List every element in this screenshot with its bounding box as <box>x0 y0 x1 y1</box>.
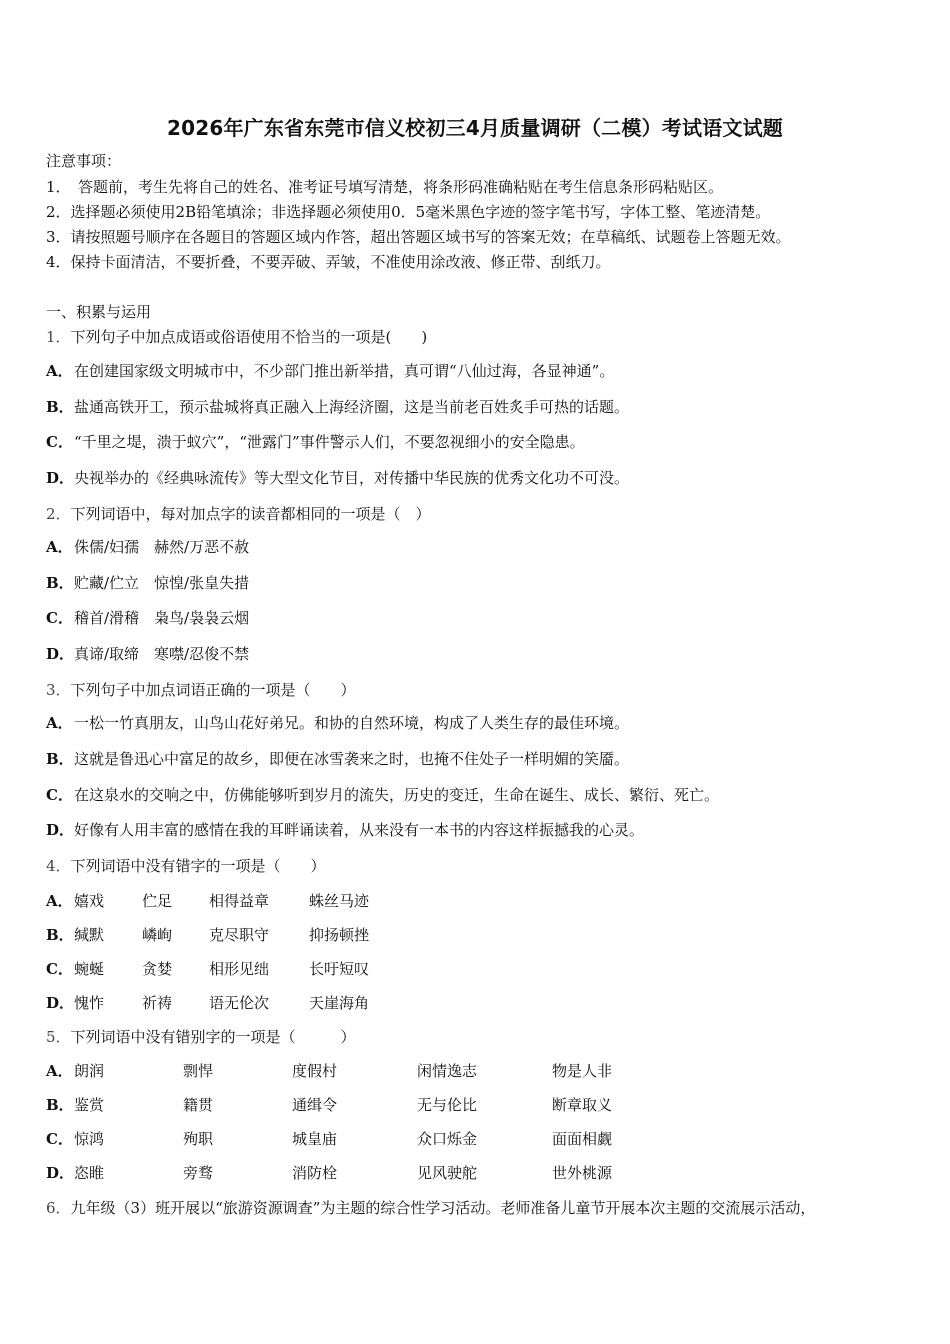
option-label: D． <box>46 821 75 839</box>
q1-option-a <box>46 361 614 381</box>
question-stem: 下列词语中没有错字的一项是（ ） <box>70 857 326 875</box>
option-text: 一松一竹真朋友，山鸟山花好弟兄。和协的自然环境，构成了人类生存的最佳环境。 <box>74 714 630 732</box>
option-word: 贪婪 <box>142 960 173 978</box>
notice-heading: 注意事项： <box>46 152 122 170</box>
question-stem: 下列句子中加点成语或俗语使用不恰当的一项是( ) <box>70 328 428 346</box>
notice-item-4: 4．保持卡面清洁，不要折叠，不要弄破、弄皱，不准使用涂改液、修正带、刮纸刀。 <box>46 253 611 271</box>
option-text: 在创建国家级文明城市中，不少部门推出新举措，真可谓“八仙过海，各显神通”。 <box>74 362 615 380</box>
option-label: D． <box>46 994 75 1012</box>
option-label: D． <box>46 469 75 487</box>
question-number: 6． <box>46 1199 71 1217</box>
option-word: 相形见绌 <box>209 960 270 978</box>
option-text: 好像有人用丰富的感情在我的耳畔诵读着，从来没有一本书的内容这样振撼我的心灵。 <box>74 821 645 839</box>
option-word: 伫足 <box>142 892 173 910</box>
option-word: 断章取义 <box>552 1096 613 1114</box>
option-word: 世外桃源 <box>552 1164 613 1182</box>
option-word: 相得益章 <box>209 892 270 910</box>
q1-option-c <box>46 432 585 452</box>
option-word: 缄默 <box>74 926 105 944</box>
question-2 <box>46 504 431 524</box>
option-word: 蛛丝马迹 <box>309 892 370 910</box>
option-label: C． <box>46 609 73 627</box>
question-6 <box>46 1198 815 1218</box>
q1-option-b <box>46 397 629 417</box>
option-label: B． <box>46 398 74 416</box>
option-word: 剽悍 <box>183 1062 214 1080</box>
question-3 <box>46 680 356 700</box>
option-word: 消防栓 <box>292 1164 338 1182</box>
option-word: 鉴赏 <box>74 1096 105 1114</box>
notice-item-3: 3．请按照题号顺序在各题目的答题区域内作答，超出答题区域书写的答案无效；在草稿纸、试题卷上答题无效。 <box>46 228 791 246</box>
option-word: 克尽职守 <box>209 926 270 944</box>
option-word: 闲情逸志 <box>417 1062 478 1080</box>
option-text: 在这泉水的交响之中，仿佛能够听到岁月的流失，历史的变迁，生命在诞生、成长、繁衍、死亡。 <box>74 786 720 804</box>
question-4 <box>46 856 326 876</box>
q2-option-c <box>46 608 249 628</box>
option-text: 侏儒/妇孺 赫然/万恶不赦 <box>74 538 250 556</box>
q3-option-a <box>46 713 629 733</box>
q3-option-b <box>46 749 629 769</box>
option-word: 面面相觑 <box>552 1130 613 1148</box>
q2-option-b <box>46 573 249 593</box>
option-label: C． <box>46 1130 73 1148</box>
option-word: 殉职 <box>183 1130 214 1148</box>
option-label: B． <box>46 750 74 768</box>
option-label: C． <box>46 433 73 451</box>
question-stem: 九年级（3）班开展以“旅游资源调查”为主题的综合性学习活动。老师准备儿童节开展本次主题的交流展示活动， <box>70 1199 816 1217</box>
option-word: 无与伦比 <box>417 1096 478 1114</box>
option-label: C． <box>46 786 73 804</box>
option-label: D． <box>46 1164 75 1182</box>
q2-option-d <box>46 644 249 664</box>
q3-option-c <box>46 785 719 805</box>
q2-option-a <box>46 537 249 557</box>
question-stem: 下列词语中没有错别字的一项是（ ） <box>70 1028 356 1046</box>
option-text: 这就是鲁迅心中富足的故乡，即便在冰雪袭来之时，也掩不住处子一样明媚的笑靥。 <box>74 750 630 768</box>
option-word: 抑扬顿挫 <box>309 926 370 944</box>
option-text: 贮藏/伫立 惊惶/张皇失措 <box>74 574 250 592</box>
question-1 <box>46 327 427 347</box>
question-number: 1． <box>46 328 71 346</box>
question-stem: 下列词语中，每对加点字的读音都相同的一项是（ ） <box>70 505 431 523</box>
option-word: 语无伦次 <box>209 994 270 1012</box>
option-label: B． <box>46 574 74 592</box>
notice-item-1: 1． 答题前，考生先将自己的姓名、准考证号填写清楚，将条形码准确粘贴在考生信息条形码粘贴区。 <box>46 178 724 196</box>
section-heading: 一、积累与运用 <box>46 303 152 321</box>
question-number: 4． <box>46 857 71 875</box>
option-label: C． <box>46 960 73 978</box>
option-word: 惊鸿 <box>74 1130 105 1148</box>
option-label: A． <box>46 1062 73 1080</box>
notice-item-2: 2．选择题必须使用2B铅笔填涂；非选择题必须使用0．5毫米黑色字迹的签字笔书写，字体工整、笔迹清楚。 <box>46 203 771 221</box>
option-word: 恣睢 <box>74 1164 105 1182</box>
option-word: 愧怍 <box>74 994 105 1012</box>
page-title: 2026年广东省东莞市信义校初三4月质量调研（二模）考试语文试题 <box>167 116 783 140</box>
option-word: 嶙峋 <box>142 926 173 944</box>
option-word: 籍贯 <box>183 1096 214 1114</box>
option-label: A． <box>46 362 73 380</box>
q1-option-d <box>46 468 629 488</box>
question-5 <box>46 1027 356 1047</box>
option-label: D． <box>46 645 75 663</box>
question-stem: 下列句子中加点词语正确的一项是（ ） <box>70 681 356 699</box>
option-word: 通缉令 <box>292 1096 338 1114</box>
question-number: 2． <box>46 505 71 523</box>
option-label: A． <box>46 538 73 556</box>
option-word: 物是人非 <box>552 1062 613 1080</box>
option-word: 度假村 <box>292 1062 338 1080</box>
question-number: 5． <box>46 1028 71 1046</box>
option-text: 央视举办的《经典咏流传》等大型文化节目，对传播中华民族的优秀文化功不可没。 <box>74 469 630 487</box>
option-word: 祈祷 <box>142 994 173 1012</box>
q3-option-d <box>46 820 644 840</box>
option-word: 长吁短叹 <box>309 960 370 978</box>
option-word: 见风驶舵 <box>417 1164 478 1182</box>
option-text: 盐通高铁开工，预示盐城将真正融入上海经济圈，这是当前老百姓炙手可热的话题。 <box>74 398 630 416</box>
option-text: 稽首/滑稽 枭鸟/袅袅云烟 <box>74 609 250 627</box>
option-word: 天崖海角 <box>309 994 370 1012</box>
option-label: B． <box>46 926 74 944</box>
option-label: A． <box>46 714 73 732</box>
option-word: 嬉戏 <box>74 892 105 910</box>
option-word: 蜿蜒 <box>74 960 105 978</box>
question-number: 3． <box>46 681 71 699</box>
option-word: 朗润 <box>74 1062 105 1080</box>
option-word: 众口烁金 <box>417 1130 478 1148</box>
option-word: 旁骛 <box>183 1164 214 1182</box>
option-word: 城皇庙 <box>292 1130 338 1148</box>
option-label: A． <box>46 892 73 910</box>
option-label: B． <box>46 1096 74 1114</box>
option-text: “千里之堤，溃于蚁穴”，“泄露门”事件警示人们，不要忽视细小的安全隐患。 <box>74 433 585 451</box>
option-text: 真谛/取缔 寒噤/忍俊不禁 <box>74 645 250 663</box>
